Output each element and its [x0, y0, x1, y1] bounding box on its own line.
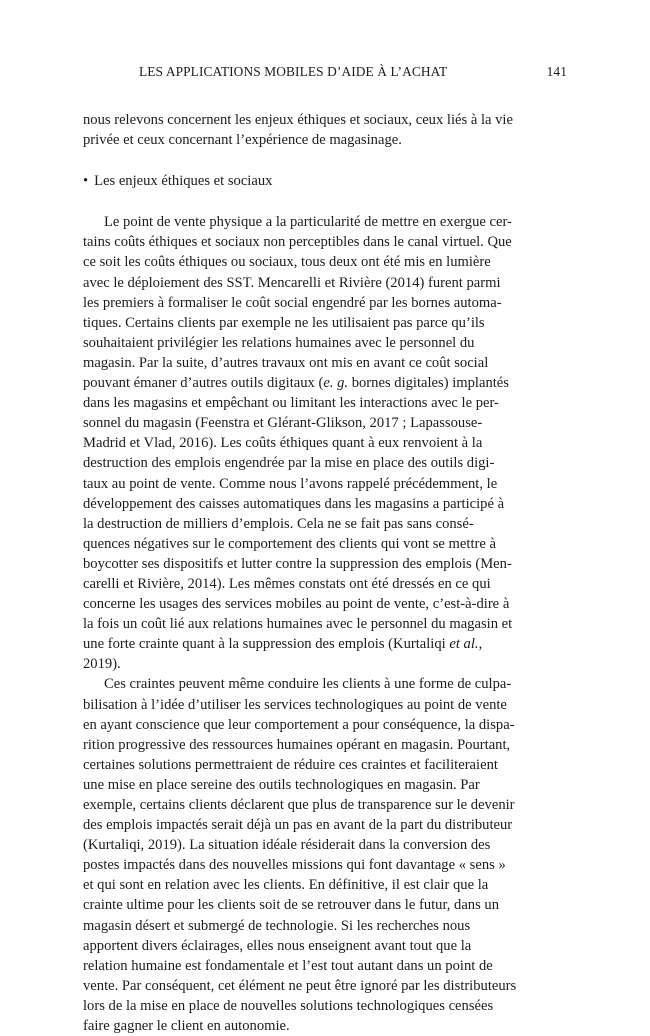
- text-line: relation humaine est fondamentale et l’est tout autant dans un point de: [83, 957, 493, 974]
- text-line: Le point de vente physique a la particularité de mettre en exergue cer-: [104, 214, 512, 231]
- body-text: [83, 110, 567, 1036]
- text-line: certaines solutions permettraient de réduire ces craintes et faciliteraient: [83, 756, 498, 773]
- italic-abbreviation: et al.: [449, 636, 479, 653]
- text-line: destruction des emplois engendrée par la mise en place des outils digi-: [83, 455, 495, 472]
- text-segment: bornes digitales) implantés: [348, 375, 509, 392]
- text-line: bilisation à l’idée d’utiliser les services technologiques au point de vente: [83, 696, 507, 713]
- text-line: (Kurtaliqi, 2019). La situation idéale résiderait dans la conversion des: [83, 837, 491, 854]
- running-title: LES APPLICATIONS MOBILES D’AIDE À L’ACHAT: [139, 64, 448, 79]
- text-line: et qui sont en relation avec les clients. En définitive, il est clair que la: [83, 877, 489, 894]
- text-line: lors de la mise en place de nouvelles solutions technologiques censées: [83, 997, 494, 1014]
- paragraph: [83, 674, 567, 1036]
- text-line: magasin désert et submergé de technologie. Si les recherches nous: [83, 917, 471, 934]
- section-heading-text: Les enjeux éthiques et sociaux: [94, 173, 273, 190]
- text-line: la fois un coût lié aux relations humaines avec le personnel du magasin et: [83, 616, 513, 633]
- text-line: privée et ceux concernant l’expérience de magasinage.: [83, 132, 402, 149]
- text-line: postes impactés dans des nouvelles missions qui font davantage « sens »: [83, 857, 506, 874]
- text-line: nous relevons concernent les enjeux éthiques et sociaux, ceux liés à la vie: [83, 112, 513, 128]
- running-header: [83, 64, 567, 84]
- italic-abbreviation: e. g.: [323, 375, 349, 392]
- text-line: quences négatives sur le comportement des clients qui vont se mettre à: [83, 535, 496, 552]
- text-line: Madrid et Vlad, 2016). Les coûts éthiques quant à eux renvoient à la: [83, 435, 483, 452]
- text-line: souhaitaient privilégier les relations humaines avec le personnel du: [83, 334, 475, 351]
- text-line: concerne les usages des services mobiles au point de vente, c’est-à-dire à: [83, 596, 510, 613]
- text-line: faire gagner le client en autonomie.: [83, 1018, 290, 1035]
- text-line: [83, 373, 567, 393]
- text-line: magasin. Par la suite, d’autres travaux ont mis en avant ce coût social: [83, 354, 489, 371]
- text-line: les premiers à formaliser le coût social engendré par les bornes automa-: [83, 294, 502, 311]
- text-line: une mise en place sereine des outils technologiques en magasin. Par: [83, 776, 480, 793]
- text-line: vente. Par conséquent, cet élément ne peut être ignoré par les distributeurs: [83, 977, 517, 994]
- text-line: [83, 634, 567, 654]
- text-line: tiques. Certains clients par exemple ne les utilisaient pas parce qu’ils: [83, 314, 485, 331]
- text-line: développement des caisses automatiques dans les magasins a participé à: [83, 495, 505, 512]
- text-line: en ayant conscience que leur comportement a pour conséquence, la dispa-: [83, 716, 515, 733]
- text-line: sonnel du magasin (Feenstra et Glérant-Glikson, 2017 ; Lapassouse-: [83, 415, 483, 432]
- section-heading: [83, 171, 567, 191]
- text-line: taux au point de vente. Comme nous l’avons rappelé précédemment, le: [83, 475, 498, 492]
- text-line: boycotter ses dispositifs et lutter contre la suppression des emplois (Men-: [83, 555, 512, 572]
- paragraph: [83, 212, 567, 674]
- text-line: tains coûts éthiques et sociaux non perceptibles dans le canal virtuel. Que: [83, 234, 512, 251]
- text-line: exemple, certains clients déclarent que plus de transparence sur le devenir: [83, 797, 515, 813]
- text-line: 2019).: [83, 656, 121, 673]
- text-line: la destruction de milliers d’emplois. Cela ne se fait pas sans consé-: [83, 515, 474, 532]
- text-line: rition progressive des ressources humaines opérant en magasin. Pourtant,: [83, 736, 511, 753]
- text-segment: pouvant émaner d’autres outils digitaux (: [83, 375, 324, 392]
- bullet-icon: •: [83, 173, 89, 190]
- text-line: des emplois impactés serait déjà un pas en avant de la part du distributeur: [83, 817, 513, 834]
- text-line: dans les magasins et empêchant ou limitant les interactions avec le per-: [83, 395, 499, 412]
- text-line: carelli et Rivière, 2014). Les mêmes constats ont été dressés en ce qui: [83, 575, 491, 592]
- text-segment: ,: [478, 636, 483, 653]
- text-line: ce soit les coûts éthiques ou sociaux, tous deux ont été mis en lumière: [83, 254, 491, 271]
- page-number: 141: [546, 64, 567, 79]
- text-line: avec le déploiement des SST. Mencarelli et Rivière (2014) furent parmi: [83, 274, 501, 291]
- text-line: apportent divers éclairages, elles nous enseignent avant tout que la: [83, 937, 472, 954]
- text-line: Ces craintes peuvent même conduire les clients à une forme de culpa-: [104, 676, 512, 693]
- text-line: crainte ultime pour les clients soit de se retrouver dans le futur, dans un: [83, 897, 500, 914]
- text-segment: une forte crainte quant à la suppression des emplois (Kurtaliqi: [83, 636, 450, 653]
